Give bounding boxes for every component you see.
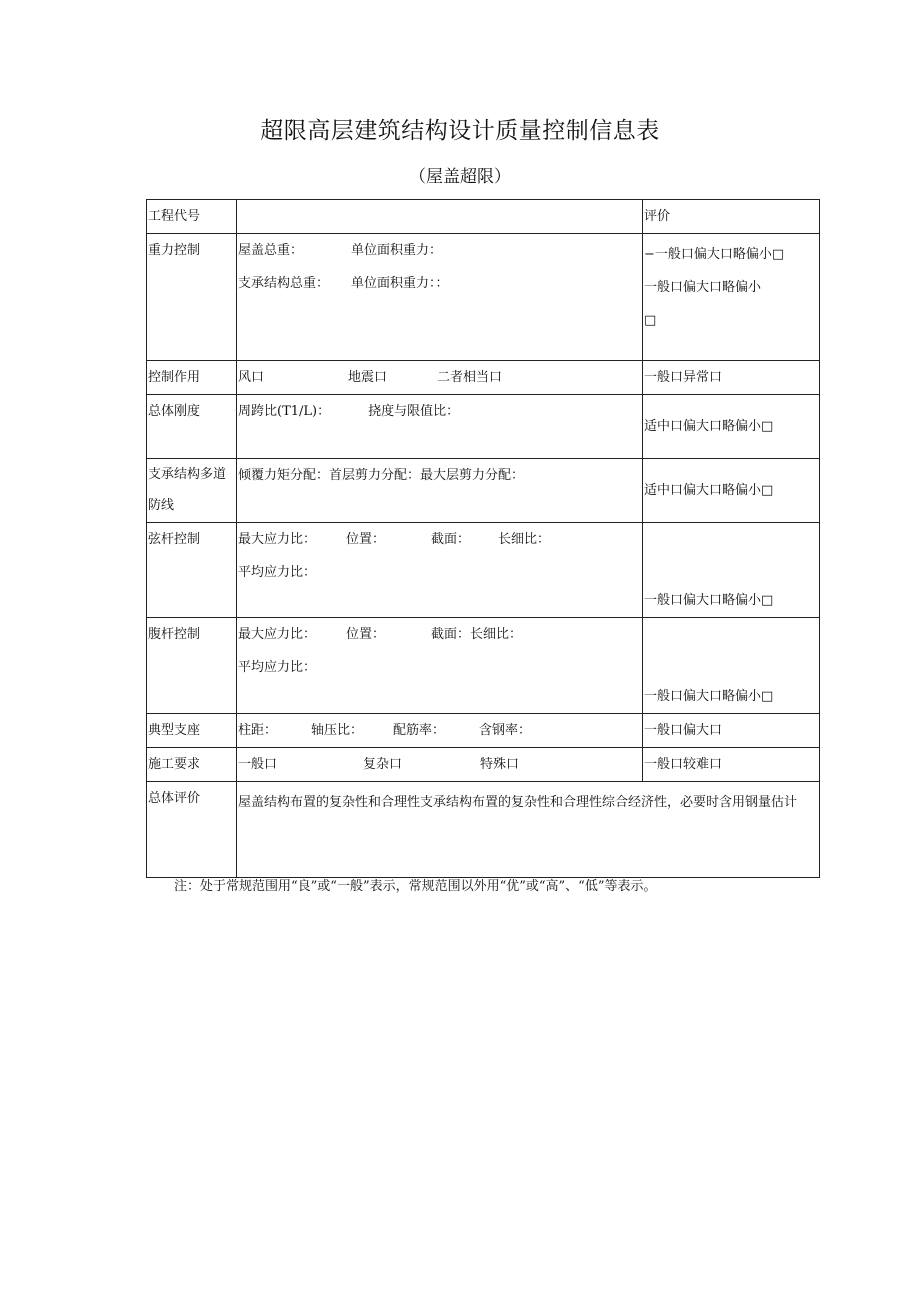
row-label: 总体刚度: [147, 395, 237, 459]
section-label: 截面：: [431, 532, 471, 547]
row-label: 工程代号: [147, 200, 237, 234]
row-label: 总体评价: [147, 782, 237, 878]
row-label: 腹杆控制: [147, 618, 237, 714]
multi-defense-content[interactable]: 倾覆力矩分配：首层剪力分配：最大层剪力分配：: [237, 459, 643, 523]
option-special[interactable]: 特殊口: [480, 757, 520, 772]
unit-area-weight-label-2: 单位面积重力：：: [351, 276, 449, 291]
control-action-eval[interactable]: 一般口异常口: [643, 361, 820, 395]
column-spacing-label: 柱距：: [238, 723, 278, 738]
stiffness-content[interactable]: [237, 395, 643, 459]
eval-line: 一般口偏大口略偏小: [644, 280, 762, 295]
row-label: 典型支座: [147, 714, 237, 748]
overall-eval-content[interactable]: 屋盖结构布置的复杂性和合理性支承结构布置的复杂性和合理性综合经济性，必要时含用钢量估计: [237, 782, 820, 878]
quality-control-table: [146, 199, 820, 878]
position-label: 位置：: [346, 532, 386, 547]
table-row-web: [147, 618, 820, 714]
row-label: 弦杆控制: [147, 523, 237, 618]
max-stress-ratio-label: 最大应力比：: [238, 627, 317, 642]
support-total-weight-label: 支承结构总重：: [238, 276, 330, 291]
page-title: 超限高层建筑结构设计质量控制信息表: [260, 118, 660, 144]
option-both[interactable]: 二者相当口: [437, 370, 503, 385]
row-label: 重力控制: [147, 234, 237, 361]
table-row-overall-stiffness: [147, 395, 820, 459]
option-wind[interactable]: 风口: [238, 370, 265, 385]
multi-defense-eval[interactable]: 适中口偏大口略偏小□: [643, 459, 820, 523]
chord-content[interactable]: [237, 523, 643, 618]
table-row-support: [147, 714, 820, 748]
reinforcement-ratio-label: 配筋率：: [393, 723, 446, 738]
unit-area-weight-label: 单位面积重力：: [351, 243, 443, 258]
chord-eval[interactable]: 一般口偏大口略偏小□: [643, 523, 820, 618]
table-row-project: [147, 200, 820, 234]
steel-ratio-label: 含钢率：: [479, 723, 532, 738]
avg-stress-ratio-label: 平均应力比：: [238, 660, 317, 675]
avg-stress-ratio-label: 平均应力比：: [238, 565, 317, 580]
row-label: 施工要求: [147, 748, 237, 782]
page-subtitle: （屋盖超限）: [409, 167, 511, 187]
web-content[interactable]: [237, 618, 643, 714]
deflection-ratio-label: 挠度与限值比：: [368, 404, 460, 419]
table-row-construction: [147, 748, 820, 782]
slenderness-label: 长细比：: [498, 532, 551, 547]
eval-header: 评价: [643, 200, 820, 234]
option-normal[interactable]: 一般口: [238, 757, 278, 772]
table-row-multi-defense: [147, 459, 820, 523]
gravity-eval[interactable]: [643, 234, 820, 361]
table-row-overall-eval: [147, 782, 820, 878]
max-stress-ratio-label: 最大应力比：: [238, 532, 317, 547]
roof-total-weight-label: 屋盖总重：: [238, 243, 304, 258]
support-content[interactable]: [237, 714, 643, 748]
control-action-options[interactable]: [237, 361, 643, 395]
option-complex[interactable]: 复杂口: [363, 757, 403, 772]
footnote: 注：处于常规范围用“良”或“一般”表示，常规范围以外用“优”或“高”、“低”等表示。: [174, 879, 657, 894]
position-label: 位置：: [346, 627, 386, 642]
axial-ratio-label: 轴压比：: [311, 723, 364, 738]
row-label: 控制作用: [147, 361, 237, 395]
eval-line: −一般口偏大口略偏小□: [644, 247, 785, 262]
table-row-gravity: [147, 234, 820, 361]
option-earthquake[interactable]: 地震口: [348, 370, 388, 385]
table-row-control-action: [147, 361, 820, 395]
construction-eval[interactable]: 一般口较难口: [643, 748, 820, 782]
stiffness-eval[interactable]: 适中口偏大口略偏小□: [643, 395, 820, 459]
web-eval[interactable]: 一般口偏大口略偏小□: [643, 618, 820, 714]
checkbox-glyph: □: [644, 313, 657, 328]
row-label: 支承结构多道防线: [147, 459, 237, 523]
support-eval[interactable]: 一般口偏大口: [643, 714, 820, 748]
gravity-content[interactable]: [237, 234, 643, 361]
project-code-field[interactable]: [237, 200, 643, 234]
section-slenderness-label: 截面：长细比：: [431, 627, 523, 642]
period-span-ratio-label: 周跨比(T1/L)：: [238, 404, 331, 419]
table-row-chord: [147, 523, 820, 618]
construction-options[interactable]: [237, 748, 643, 782]
